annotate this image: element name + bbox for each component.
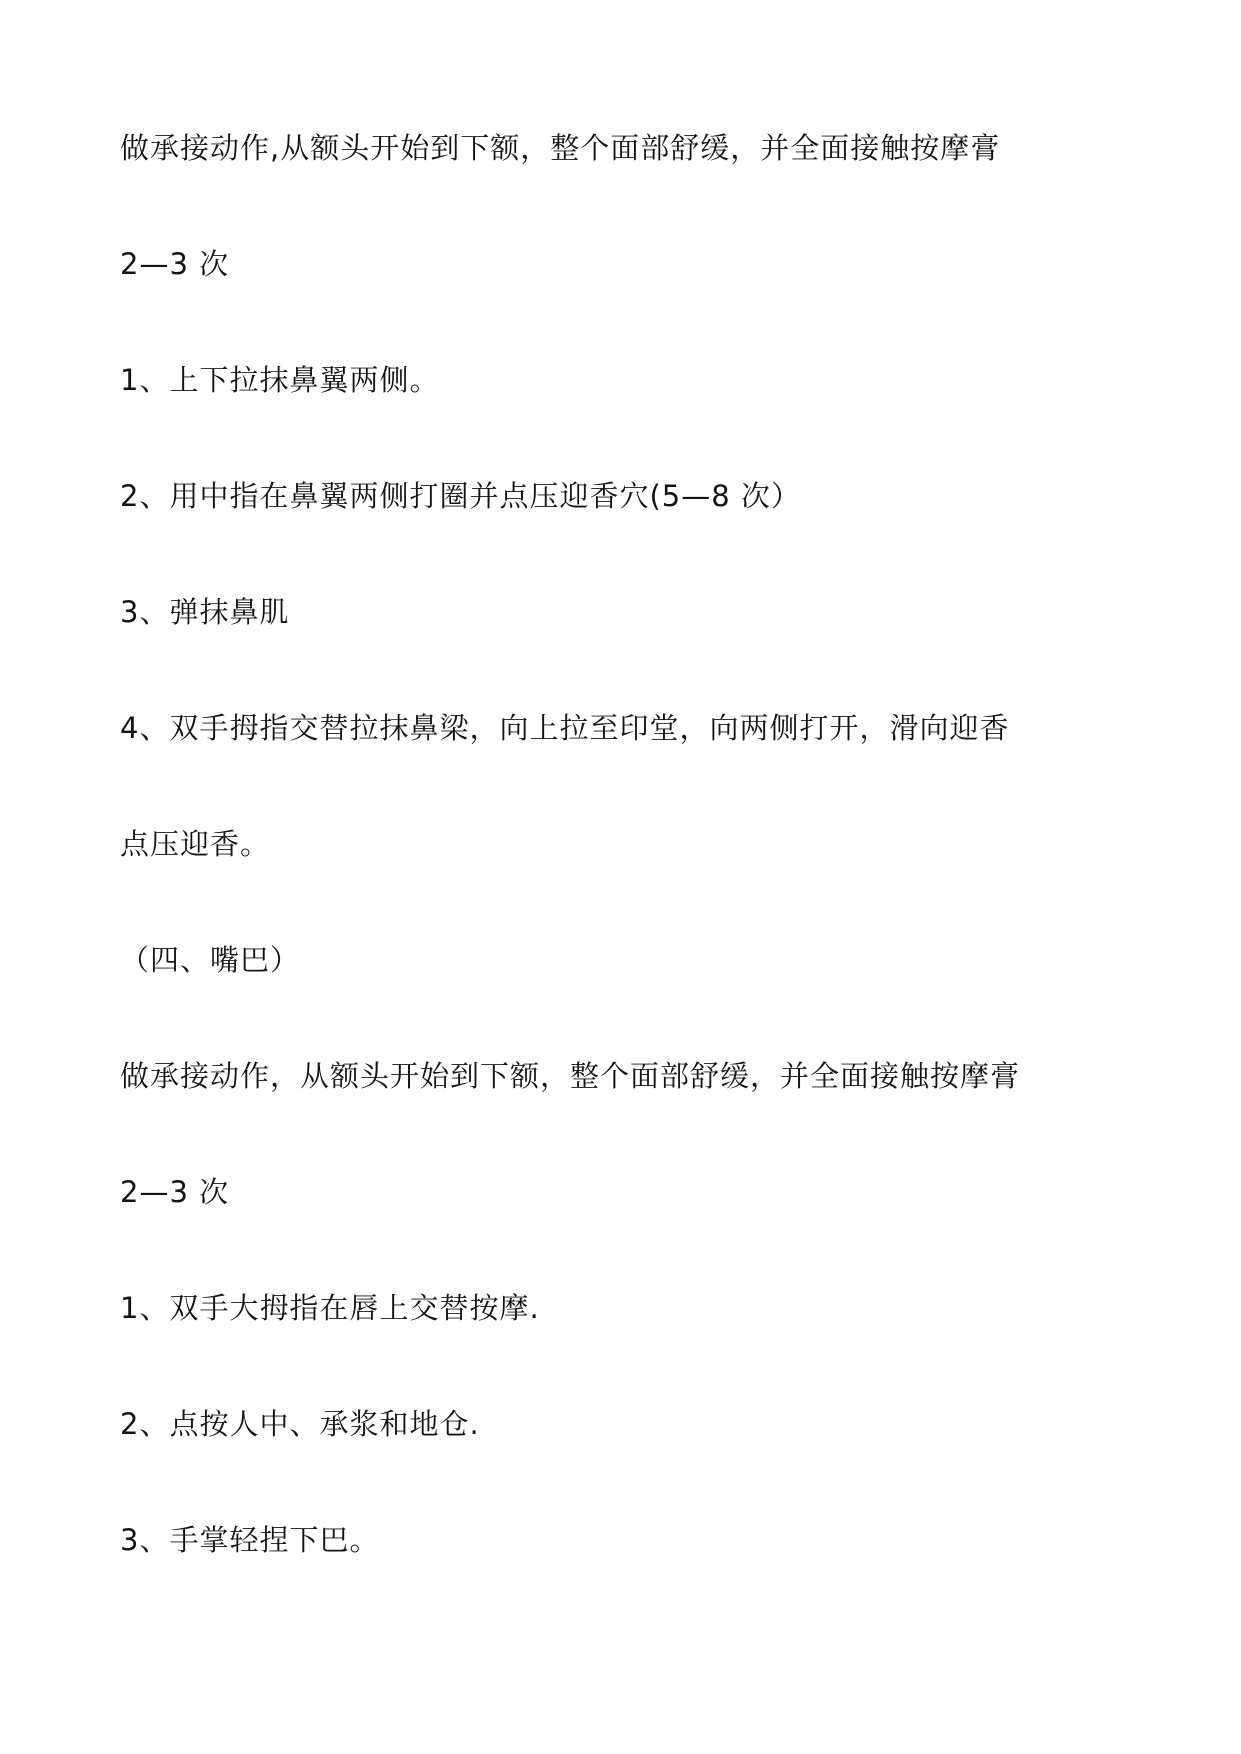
step-item: 3、弹抹鼻肌 <box>120 595 290 629</box>
section-heading: （四、嘴巴） <box>120 943 301 977</box>
repeat-count-text: 2—3 次 <box>120 1175 230 1209</box>
step-item: 3、手掌轻捏下巴。 <box>120 1523 380 1557</box>
step-item-continuation: 点压迎香。 <box>120 827 271 861</box>
step-item: 2、点按人中、承浆和地仓. <box>120 1407 480 1441</box>
paragraph-text: 做承接动作,从额头开始到下额，整个面部舒缓，并全面接触按摩膏 <box>120 131 1001 165</box>
step-item: 2、用中指在鼻翼两侧打圈并点压迎香穴(5—8 次） <box>120 479 801 513</box>
step-item: 1、上下拉抹鼻翼两侧。 <box>120 363 440 397</box>
paragraph-text: 做承接动作，从额头开始到下额，整个面部舒缓，并全面接触按摩膏 <box>120 1059 1021 1093</box>
step-item: 4、双手拇指交替拉抹鼻梁，向上拉至印堂，向两侧打开，滑向迎香 <box>120 711 1010 745</box>
step-item: 1、双手大拇指在唇上交替按摩. <box>120 1291 540 1325</box>
repeat-count-text: 2—3 次 <box>120 247 230 281</box>
